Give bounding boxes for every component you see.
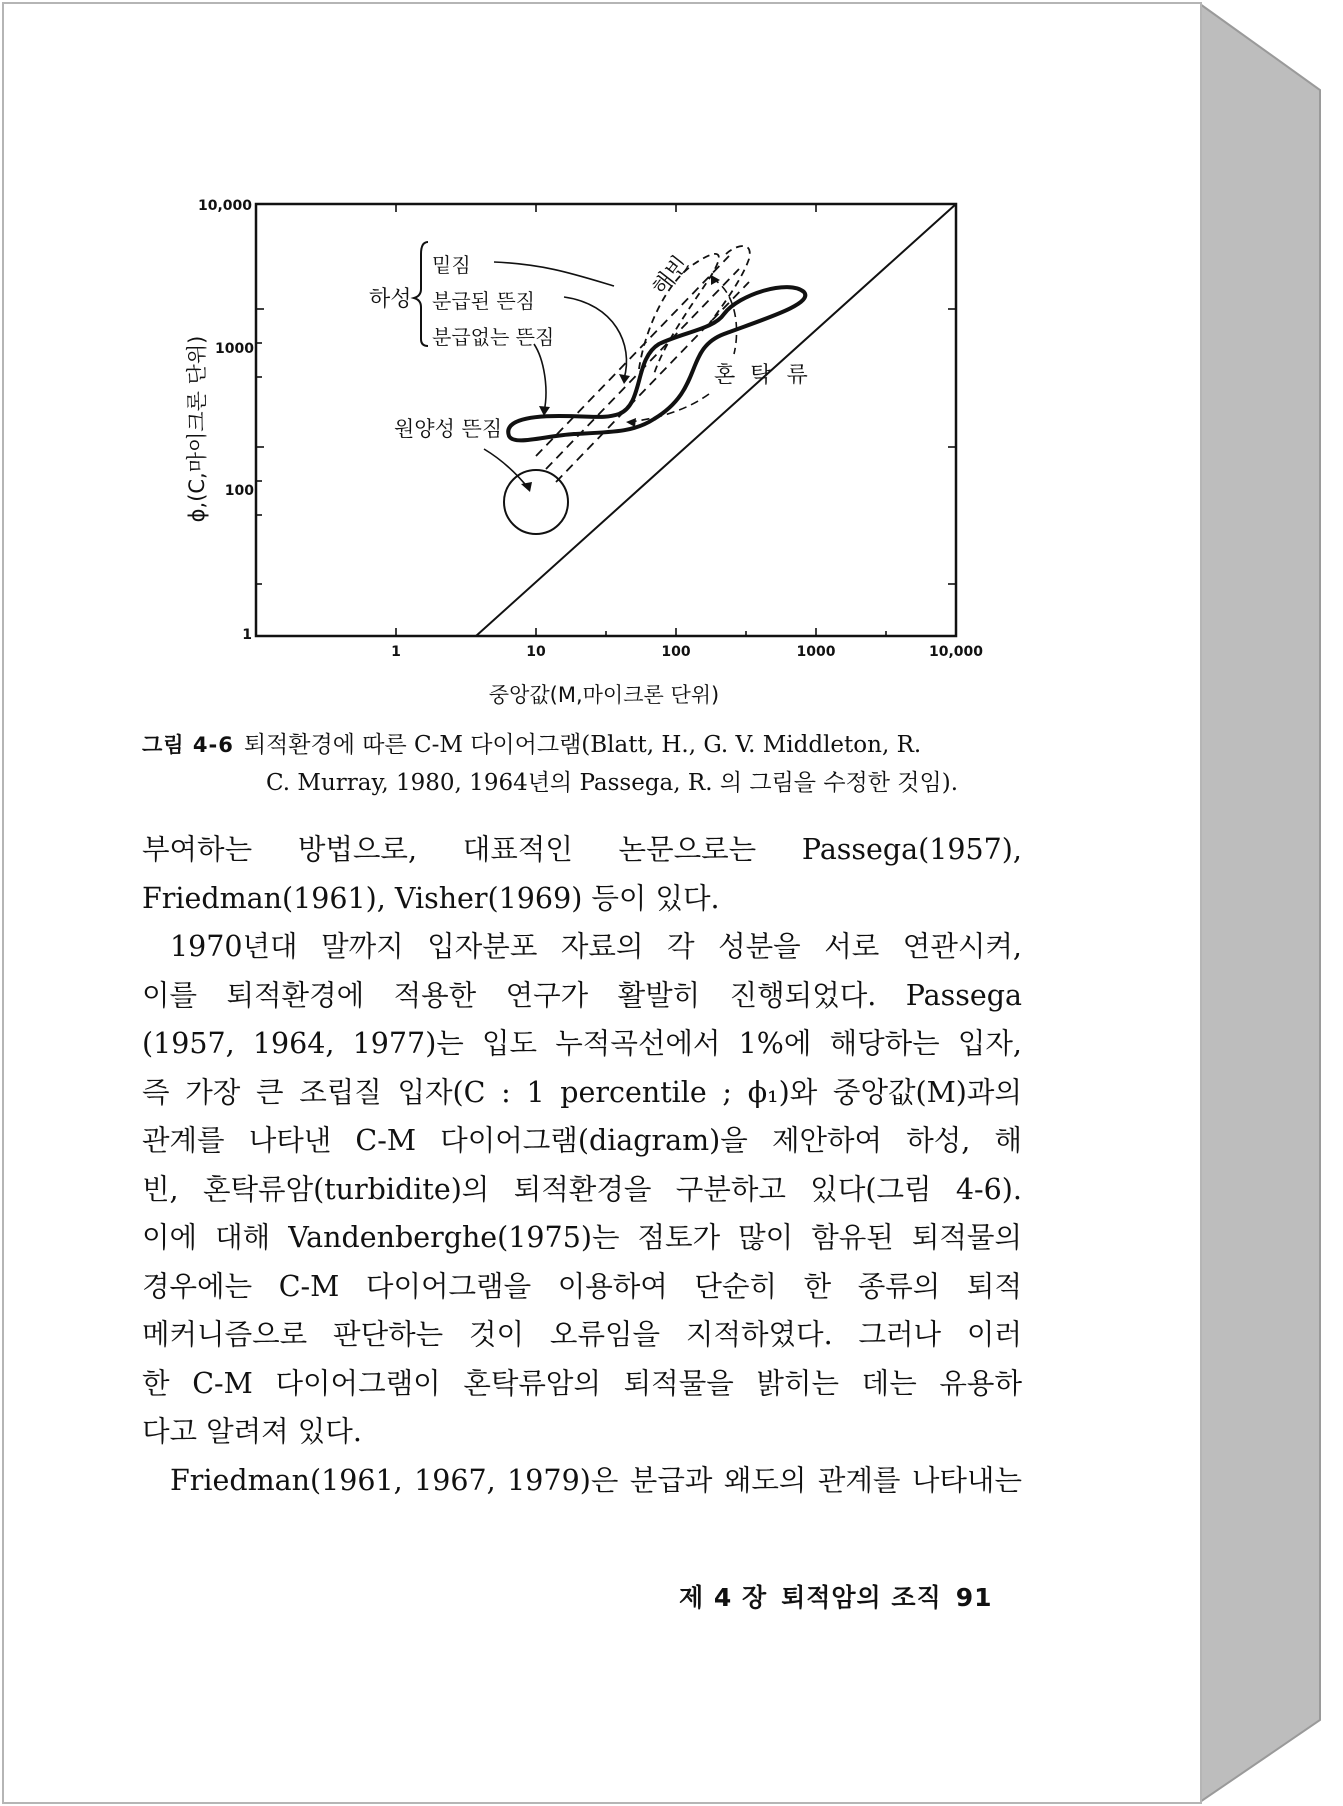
body-line: 빈, 혼탁류암(turbidite)의 퇴적환경을 구분하고 있다(그림 4-6).	[142, 1172, 1022, 1206]
cm-diagram	[164, 194, 1004, 714]
caption-line: 퇴적환경에 따른 C-M 다이어그램(Blatt, H., G. V. Middleton, R.	[243, 732, 922, 758]
book-page	[4, 4, 1200, 1802]
body-line: 즉 가장 큰 조립질 입자(C : 1 percentile ; ϕ₁)와 중앙값(M)과의	[142, 1075, 1022, 1109]
body-text	[142, 826, 1022, 1505]
x-axis-label: 중앙값(M,마이크론 단위)	[488, 683, 720, 707]
y-tick-label: 10,000	[197, 198, 252, 214]
figure-caption	[142, 726, 1022, 802]
body-line: 한 C-M 다이어그램이 혼탁류암의 퇴적물을 밝히는 데는 유용하	[142, 1366, 1022, 1400]
x-tick-label: 1	[391, 644, 401, 660]
x-tick-label: 100	[661, 644, 691, 660]
page-footer	[679, 1578, 1007, 1614]
body-line: 관계를 나타낸 C-M 다이어그램(diagram)을 제안하여 하성, 해	[142, 1124, 1022, 1157]
pelagic-label: 원양성 뜬짐	[394, 417, 503, 441]
body-line: (1957, 1964, 1977)는 입도 누적곡선에서 1%에 해당하는 입자,	[142, 1027, 1022, 1060]
y-tick-label: 1	[242, 627, 252, 643]
body-line: 이를 퇴적환경에 적용한 연구가 활발히 진행되었다. Passega	[142, 978, 1022, 1012]
turbidity-label: 혼 탁 류	[714, 363, 812, 388]
chapter-number: 제 4 장	[679, 1583, 768, 1612]
x-tick-label: 10	[526, 644, 546, 660]
x-tick-label: 1000	[796, 644, 836, 660]
x-tick-label: 10,000	[928, 644, 984, 660]
bedload-label: 밑짐	[432, 253, 471, 277]
caption-label: 그림 4-6	[142, 733, 234, 757]
body-line: 부여하는 방법으로, 대표적인 논문으로는 Passega(1957),	[142, 833, 1022, 866]
page-number: 91	[955, 1583, 993, 1612]
body-line: Friedman(1961, 1967, 1979)은 분급과 왜도의 관계를 나타내는	[170, 1463, 1022, 1497]
caption-line: C. Murray, 1980, 1964년의 Passega, R. 의 그림을 수정한 것임).	[266, 770, 959, 796]
fluvial-label: 하성	[369, 287, 412, 312]
body-line: 경우에는 C-M 다이어그램을 이용하여 단순히 한 종류의 퇴적	[142, 1269, 1022, 1303]
y-tick-label: 1000	[215, 341, 254, 357]
y-axis-label: ϕ,(C,마이크론 단위)	[185, 335, 209, 523]
beach-label: 해빈	[647, 251, 694, 301]
y-tick-label: 100	[224, 483, 254, 499]
body-line: 다고 알려져 있다.	[142, 1415, 362, 1448]
body-line: 메커니즘으로 판단하는 것이 오류임을 지적하였다. 그러나 이러	[142, 1318, 1022, 1351]
body-line: Friedman(1961), Visher(1969) 등이 있다.	[142, 881, 720, 915]
body-line: 이에 대해 Vandenberghe(1975)는 점토가 많이 함유된 퇴적물의	[142, 1221, 1022, 1254]
uniform-suspension-label: 분급없는 뜬짐	[432, 325, 555, 349]
body-line: 1970년대 말까지 입자분포 자료의 각 성분을 서로 연관시켜,	[170, 930, 1022, 963]
chapter-title: 퇴적암의 조직	[781, 1583, 942, 1612]
graded-suspension-label: 분급된 뜬짐	[432, 289, 535, 313]
plot-frame	[256, 204, 956, 636]
